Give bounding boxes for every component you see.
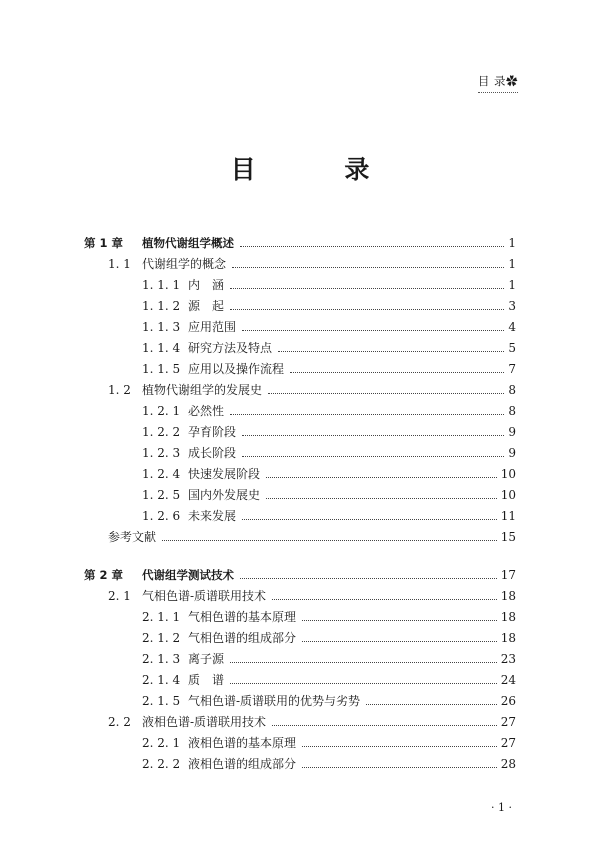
toc-entry-title: 植物代谢组学的发展史 xyxy=(142,383,263,397)
toc-entry-page: 15 xyxy=(500,530,516,544)
toc-chapter[interactable] xyxy=(84,562,516,582)
toc-entry-number: 1. 1. 2 xyxy=(142,299,181,313)
toc-entry-page: 18 xyxy=(500,589,516,603)
toc-entry-title: 源 起 xyxy=(188,299,225,313)
toc-entry-page: 3 xyxy=(508,299,516,313)
toc-entry-title: 气相色谱的基本原理 xyxy=(188,610,297,624)
toc-entry-number: 2. 1. 4 xyxy=(142,673,181,687)
toc-entry-page: 1 xyxy=(508,236,516,250)
toc-entry-number: 1. 2. 4 xyxy=(142,467,181,481)
dot-leader xyxy=(278,351,504,352)
toc-chapter[interactable] xyxy=(84,230,516,250)
toc-entry-number: 2. 1 xyxy=(108,589,131,603)
toc-entry-number: 1. 1. 3 xyxy=(142,320,181,334)
toc-entry-page: 7 xyxy=(508,362,516,376)
toc-entry-title: 必然性 xyxy=(188,404,225,418)
toc-entry-page: 9 xyxy=(508,446,516,460)
toc-entry-number: 1. 1. 4 xyxy=(142,341,181,355)
toc-subsection[interactable] xyxy=(84,730,516,750)
toc-subsection[interactable] xyxy=(84,314,516,334)
toc-entry-page: 8 xyxy=(508,383,516,397)
page-number: · 1 · xyxy=(491,801,512,814)
dot-leader xyxy=(230,683,497,684)
toc-section[interactable] xyxy=(84,377,516,397)
toc-entry-page: 11 xyxy=(500,509,516,523)
toc-entry-title: 液相色谱-质谱联用技术 xyxy=(142,715,267,729)
toc-entry-page: 17 xyxy=(500,568,516,582)
dot-leader xyxy=(242,435,504,436)
dot-leader xyxy=(266,498,497,499)
toc-entry-page: 4 xyxy=(508,320,516,334)
dot-leader xyxy=(230,288,504,289)
toc-entry-title: 国内外发展史 xyxy=(188,488,261,502)
toc-entry-title: 液相色谱的组成部分 xyxy=(188,757,297,771)
dot-leader xyxy=(290,372,504,373)
toc-entry-page: 10 xyxy=(500,467,516,481)
dot-leader xyxy=(302,620,497,621)
toc-entry-page: 1 xyxy=(508,278,516,292)
toc-entry-page: 18 xyxy=(500,631,516,645)
toc-section[interactable] xyxy=(84,709,516,729)
toc-entry-title: 气相色谱的组成部分 xyxy=(188,631,297,645)
toc-entry-number: 1. 2. 6 xyxy=(142,509,181,523)
toc-section[interactable] xyxy=(84,583,516,603)
toc-entry-number: 第 1 章 xyxy=(84,236,124,250)
dot-leader xyxy=(230,414,504,415)
toc-entry-title: 代谢组学测试技术 xyxy=(142,568,234,582)
toc-section[interactable] xyxy=(84,251,516,271)
toc-entry-title: 代谢组学的概念 xyxy=(142,257,227,271)
toc-entry-title: 参考文献 xyxy=(108,530,157,544)
toc-entry-number: 2. 1. 5 xyxy=(142,694,181,708)
toc-subsection[interactable] xyxy=(84,356,516,376)
toc-entry-number: 1. 2. 5 xyxy=(142,488,181,502)
dot-leader xyxy=(230,662,497,663)
toc-subsection[interactable] xyxy=(84,440,516,460)
toc-entry-title: 快速发展阶段 xyxy=(188,467,261,481)
toc-entry-title: 应用范围 xyxy=(188,320,237,334)
toc-entry-page: 28 xyxy=(500,757,516,771)
dot-leader xyxy=(230,309,504,310)
toc-entry-number: 2. 2 xyxy=(108,715,131,729)
dot-leader xyxy=(266,477,497,478)
toc-entry-page: 10 xyxy=(500,488,516,502)
toc-entry-title: 离子源 xyxy=(188,652,225,666)
toc-entry-title: 气相色谱-质谱联用技术 xyxy=(142,589,267,603)
dot-leader xyxy=(302,746,497,747)
toc-entry-number: 1. 2. 1 xyxy=(142,404,181,418)
toc-entry-number: 1. 1 xyxy=(108,257,131,271)
toc-subsection[interactable] xyxy=(84,625,516,645)
toc-entry-number: 1. 1. 1 xyxy=(142,278,181,292)
toc-entry-page: 23 xyxy=(500,652,516,666)
dot-leader xyxy=(302,767,497,768)
toc-entry-title: 质 谱 xyxy=(188,673,225,687)
toc-entry-title: 植物代谢组学概述 xyxy=(142,236,234,250)
toc-subsection[interactable] xyxy=(84,482,516,502)
toc-subsection[interactable] xyxy=(84,398,516,418)
toc-subsection[interactable] xyxy=(84,419,516,439)
toc-entry-title: 应用以及操作流程 xyxy=(188,362,285,376)
toc-entry-title: 研究方法及特点 xyxy=(188,341,273,355)
dot-leader xyxy=(268,393,504,394)
toc-entry-page: 24 xyxy=(500,673,516,687)
dot-leader xyxy=(232,267,504,268)
dot-leader xyxy=(240,578,497,579)
toc-subsection[interactable] xyxy=(84,272,516,292)
toc-entry-page: 27 xyxy=(500,736,516,750)
toc-entry-title: 液相色谱的基本原理 xyxy=(188,736,297,750)
toc-subsection[interactable] xyxy=(84,293,516,313)
dot-leader xyxy=(272,725,497,726)
toc-entry-number: 1. 2. 2 xyxy=(142,425,181,439)
toc-entry-number: 1. 2 xyxy=(108,383,131,397)
toc-entry-number: 2. 2. 2 xyxy=(142,757,181,771)
toc-entry-title: 孕育阶段 xyxy=(188,425,237,439)
page-title: 目 录 xyxy=(230,155,410,184)
toc-entry-title: 成长阶段 xyxy=(188,446,237,460)
dot-leader xyxy=(272,599,497,600)
toc-entry-number: 2. 1. 2 xyxy=(142,631,181,645)
toc-entry-page: 1 xyxy=(508,257,516,271)
dot-leader xyxy=(242,330,504,331)
toc-entry-title: 内 涵 xyxy=(188,278,225,292)
toc-entry-number: 第 2 章 xyxy=(84,568,124,582)
toc-entry-number: 1. 2. 3 xyxy=(142,446,181,460)
dot-leader xyxy=(242,519,497,520)
running-head: 目 录✿ xyxy=(478,73,518,93)
dot-leader xyxy=(366,704,497,705)
toc-entry-number: 2. 1. 1 xyxy=(142,610,181,624)
toc-entry-number: 2. 2. 1 xyxy=(142,736,181,750)
toc-subsection[interactable] xyxy=(84,667,516,687)
toc-entry-page: 8 xyxy=(508,404,516,418)
toc-entry-page: 9 xyxy=(508,425,516,439)
dot-leader xyxy=(162,540,497,541)
toc-entry-page: 27 xyxy=(500,715,516,729)
toc-subsection[interactable] xyxy=(84,461,516,481)
dot-leader xyxy=(242,456,504,457)
toc-entry-title: 未来发展 xyxy=(188,509,237,523)
dot-leader xyxy=(240,246,504,247)
toc-entry-number: 2. 1. 3 xyxy=(142,652,181,666)
toc-subsection[interactable] xyxy=(84,604,516,624)
toc-subsection[interactable] xyxy=(84,503,516,523)
toc-subsection[interactable] xyxy=(84,335,516,355)
toc-subsection[interactable] xyxy=(84,751,516,771)
toc-section[interactable] xyxy=(84,524,516,544)
toc-entry-title: 气相色谱-质谱联用的优势与劣势 xyxy=(188,694,361,708)
toc-entry-page: 26 xyxy=(500,694,516,708)
toc-entry-page: 18 xyxy=(500,610,516,624)
toc-subsection[interactable] xyxy=(84,646,516,666)
toc-entry-number: 1. 1. 5 xyxy=(142,362,181,376)
dot-leader xyxy=(302,641,497,642)
toc-entry-page: 5 xyxy=(508,341,516,355)
toc-subsection[interactable] xyxy=(84,688,516,708)
